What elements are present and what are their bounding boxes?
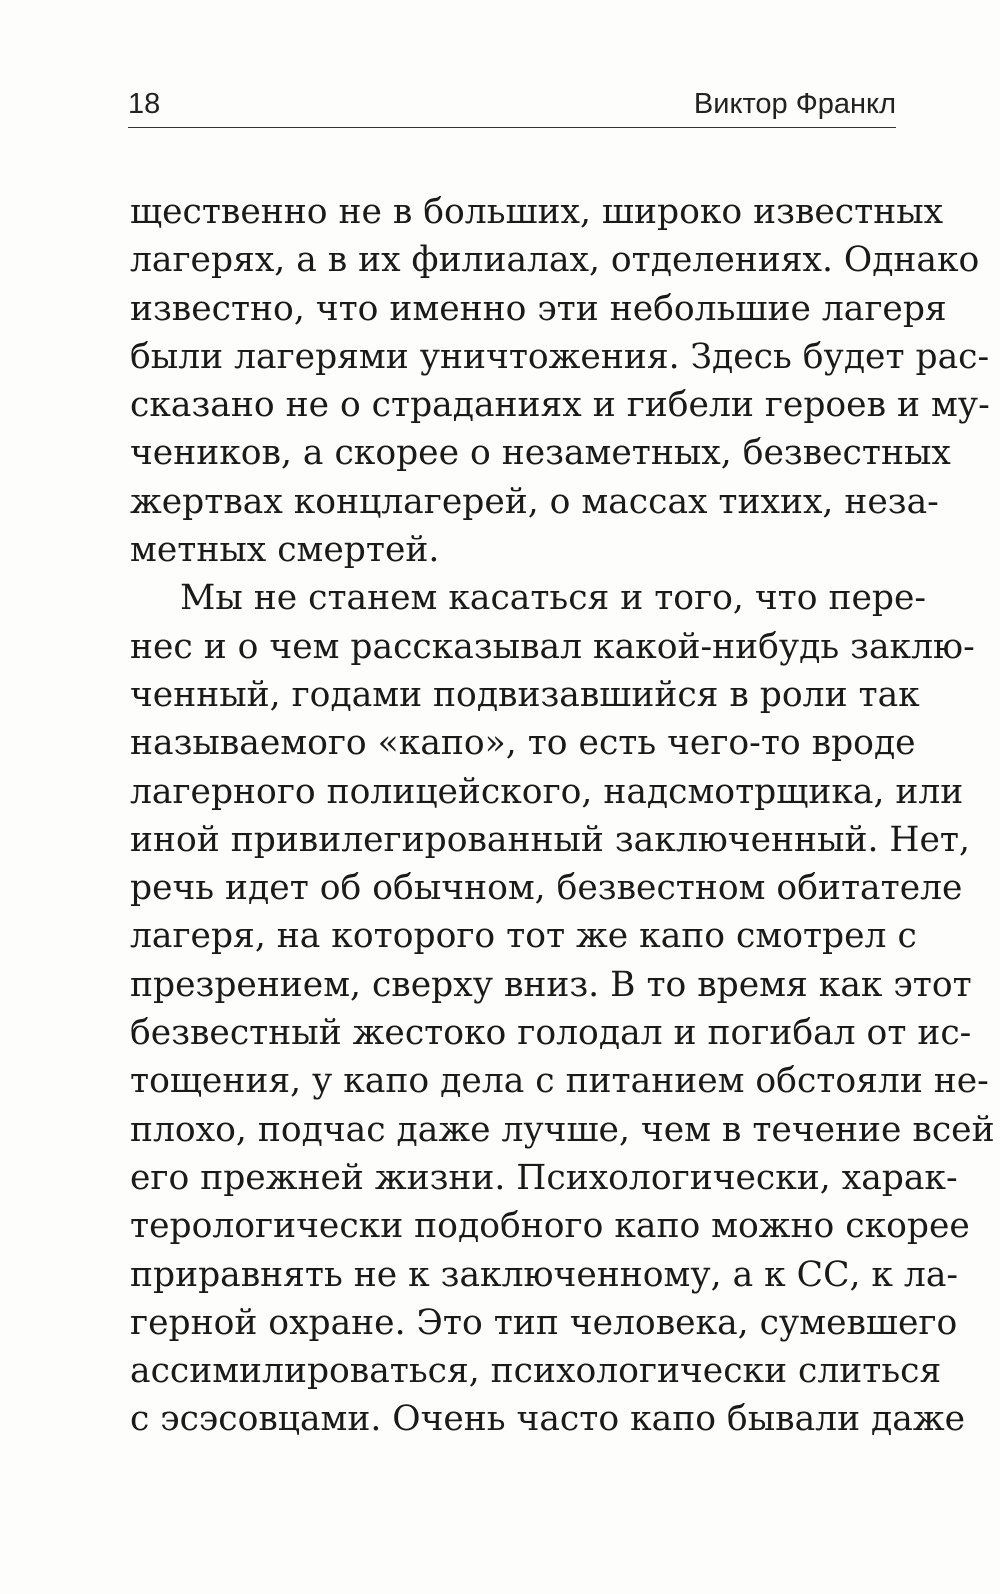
text-line: лагеря, на которого тот же капо смотрел с xyxy=(130,916,917,957)
text-line: с эсэсовцами. Очень часто капо бывали даже xyxy=(130,1399,965,1440)
text-line: называемого «капо», то есть чего-то вроде xyxy=(130,723,916,764)
text-line: ченный, годами подвизавшийся в роли так xyxy=(130,674,920,715)
running-title: Виктор Франкл xyxy=(693,88,896,120)
text-line: речь идет об обычном, безвестном обитателе xyxy=(130,868,963,909)
text-line: сказано не о страданиях и гибели героев и му- xyxy=(130,385,990,426)
text-line: лагерного полицейского, надсмотрщика, или xyxy=(130,771,964,812)
text-line: метных смертей. xyxy=(130,530,440,571)
text-line: приравнять не к заключенному, а к СС, к ла- xyxy=(130,1254,959,1295)
paragraph xyxy=(130,188,990,574)
text-line: чеников, а скорее о незаметных, безвестных xyxy=(130,433,951,474)
text-line: его прежней жизни. Психологически, харак- xyxy=(130,1157,958,1198)
text-line: нес и о чем рассказывал какой-нибудь заклю- xyxy=(130,626,975,667)
text-line: иной привилегированный заключенный. Нет, xyxy=(130,819,970,860)
paragraph xyxy=(130,574,995,1443)
text-line: ассимилироваться, психологически слиться xyxy=(130,1351,942,1392)
text-line: известно, что именно эти небольшие лагеря xyxy=(130,288,947,329)
text-line: были лагерями уничтожения. Здесь будет рас- xyxy=(130,336,990,377)
running-head xyxy=(128,84,896,124)
text-line: лагерях, а в их филиалах, отделениях. Однако xyxy=(130,240,980,281)
page-number: 18 xyxy=(128,88,161,120)
text-line: герной охране. Это тип человека, сумевшего xyxy=(130,1302,958,1343)
text-line: Мы не станем касаться и того, что пере- xyxy=(180,578,927,619)
text-line: щественно не в больших, широко известных xyxy=(130,192,944,232)
body-text xyxy=(130,188,995,1444)
text-line: безвестный жестоко голодал и погибал от ис- xyxy=(130,1013,972,1054)
text-line: тощения, у капо дела с питанием обстояли не- xyxy=(130,1061,989,1102)
header-divider xyxy=(128,127,896,128)
text-line: жертвах концлагерей, о массах тихих, неза- xyxy=(130,481,939,522)
text-line: плохо, подчас даже лучше, чем в течение всей xyxy=(130,1109,995,1150)
text-line: презрением, сверху вниз. В то время как этот xyxy=(130,964,972,1005)
text-line: терологически подобного капо можно скорее xyxy=(130,1206,970,1247)
